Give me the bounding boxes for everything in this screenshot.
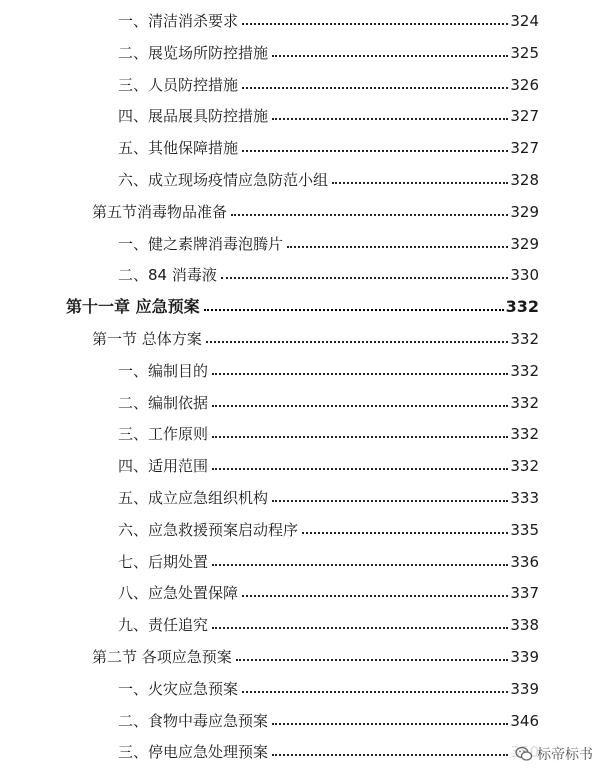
toc-item[interactable] (118, 133, 539, 157)
toc-item[interactable] (118, 356, 539, 380)
toc-title: 一、编制目的 (118, 361, 209, 380)
dot-leader (206, 340, 509, 343)
toc-item[interactable] (118, 515, 539, 539)
dot-leader (302, 531, 508, 534)
toc-page-number: 330 (510, 266, 539, 285)
wechat-icon (515, 745, 533, 763)
toc-item[interactable] (118, 419, 539, 443)
toc-page-number: 332 (510, 361, 539, 380)
toc-page-number: 338 (510, 616, 539, 635)
toc-page-number: 329 (510, 202, 539, 221)
toc-title: 七、后期处置 (118, 552, 209, 571)
dot-leader (242, 149, 508, 152)
toc-title: 二、84 消毒液 (118, 266, 217, 285)
dot-leader (221, 276, 509, 279)
toc-item[interactable] (118, 38, 539, 62)
dot-leader (242, 690, 508, 693)
dot-leader (212, 435, 508, 438)
toc-title: 五、其他保障措施 (118, 139, 239, 158)
toc-page-number: 339 (510, 648, 539, 666)
toc-item[interactable] (118, 674, 539, 698)
toc-page-number: 327 (510, 107, 539, 126)
toc-title: 五、成立应急组织机构 (118, 489, 269, 507)
toc-item[interactable] (118, 101, 539, 125)
toc-page-number: 328 (510, 171, 539, 189)
toc-title: 六、成立现场疫情应急防范小组 (118, 171, 329, 189)
toc-title: 二、编制依据 (118, 393, 209, 412)
toc-title: 一、火灾应急预案 (118, 679, 239, 698)
dot-leader (242, 22, 508, 25)
toc-title: 三、工作原则 (118, 425, 209, 444)
dot-leader (242, 86, 508, 89)
toc-section[interactable] (92, 197, 539, 221)
toc-page-number: 326 (510, 75, 539, 94)
toc-title: 八、应急处置保障 (118, 584, 239, 603)
toc-title: 三、停电应急处理预案 (118, 743, 269, 762)
toc-title: 四、适用范围 (118, 457, 209, 476)
dot-leader (212, 467, 508, 470)
toc-page-number: 332 (510, 425, 539, 444)
toc-page-number: 339 (510, 679, 539, 698)
dot-leader (272, 499, 508, 502)
toc-item[interactable] (118, 260, 539, 284)
toc-title: 一、清洁消杀要求 (118, 12, 239, 30)
toc-page-number: 332 (510, 457, 539, 476)
toc-page-number: 332 (510, 330, 539, 348)
toc-section[interactable] (92, 642, 539, 666)
dot-leader (272, 54, 508, 57)
dot-leader (272, 722, 508, 725)
toc-title: 九、责任追究 (118, 616, 209, 635)
toc-chapter[interactable] (66, 292, 539, 316)
toc-page-number: 346 (510, 711, 539, 730)
dot-leader (272, 753, 508, 756)
dot-leader (236, 658, 509, 661)
toc-title: 第一节 总体方案 (92, 330, 202, 348)
toc-page-number: 325 (510, 43, 539, 62)
toc-item[interactable] (118, 737, 539, 761)
dot-leader (231, 213, 508, 216)
toc-item[interactable] (118, 547, 539, 571)
toc-page-number: 332 (505, 297, 539, 317)
toc-title: 二、食物中毒应急预案 (118, 711, 269, 730)
toc-item[interactable] (118, 165, 539, 189)
toc-section[interactable] (92, 324, 539, 348)
toc-item[interactable] (118, 451, 539, 475)
toc-title: 四、展品展具防控措施 (118, 107, 269, 126)
toc-title: 第二节 各项应急预案 (92, 648, 232, 666)
toc-page-number: 332 (510, 393, 539, 412)
dot-leader (287, 245, 508, 248)
toc-title: 第十一章 应急预案 (66, 297, 200, 317)
toc-item[interactable] (118, 483, 539, 507)
toc-item[interactable] (118, 610, 539, 634)
toc-page-number: 327 (510, 139, 539, 158)
toc-item[interactable] (118, 578, 539, 602)
toc-item[interactable] (118, 229, 539, 253)
toc-item[interactable] (118, 70, 539, 94)
toc-item[interactable] (118, 388, 539, 412)
dot-leader (332, 181, 508, 184)
dot-leader (212, 404, 508, 407)
toc-title: 一、健之素牌消毒泡腾片 (118, 234, 284, 253)
toc-page-number: 329 (510, 234, 539, 253)
toc-page-number: 324 (510, 12, 539, 30)
toc-page-number: 335 (510, 520, 539, 539)
toc-page-number: 336 (510, 552, 539, 571)
dot-leader (204, 308, 504, 311)
dot-leader (212, 626, 508, 629)
dot-leader (212, 563, 508, 566)
dot-leader (212, 372, 508, 375)
toc-title: 二、展览场所防控措施 (118, 43, 269, 62)
toc-page-number: 337 (510, 584, 539, 603)
watermark-text: 标帝标书 (537, 747, 593, 763)
watermark (511, 742, 597, 766)
dot-leader (242, 594, 508, 597)
toc-item[interactable] (118, 6, 539, 30)
toc-title: 六、应急救援预案启动程序 (118, 520, 299, 539)
toc-title: 三、人员防控措施 (118, 75, 239, 94)
dot-leader (272, 117, 508, 120)
toc-item[interactable] (118, 706, 539, 730)
toc-page-number: 333 (510, 489, 539, 507)
toc-title: 第五节消毒物品准备 (92, 202, 228, 221)
